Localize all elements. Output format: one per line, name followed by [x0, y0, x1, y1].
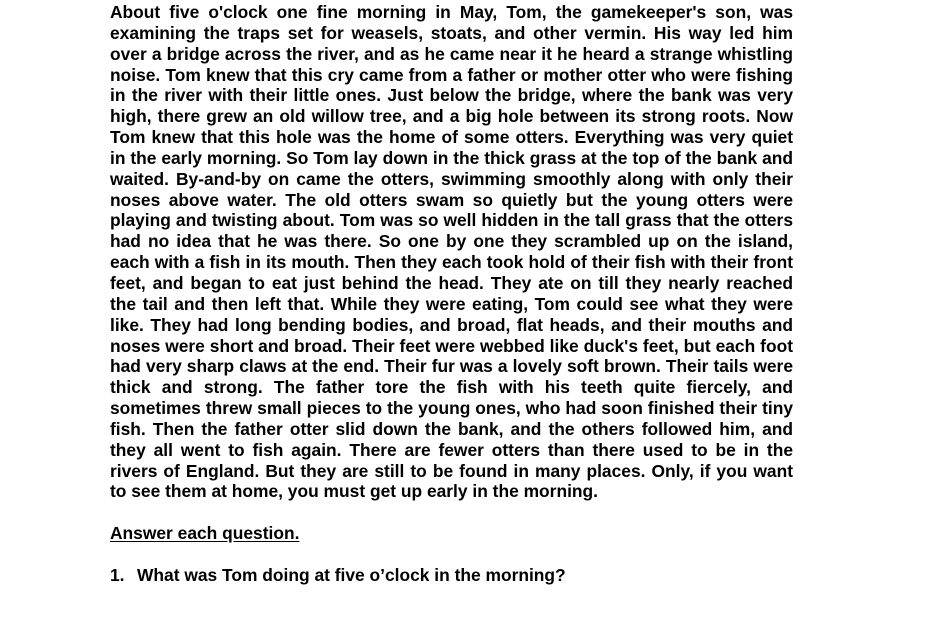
- document-page: [110, 2, 793, 586]
- reading-passage: About five o'clock one fine morning in May, Tom, the gamekeeper's son, was examining the traps set for weasels, stoats, and other vermin. His way led him over a bridge across the river, and as he came near it he heard a strange whistling noise. Tom knew that this cry came from a father or mother otter who were fishing in the river with their little ones. Just below the bridge, where the bank was very high, there grew an old willow tree, and a big hole between its strong roots. Now Tom knew that this hole was the home of some otters. Everything was very quiet in the early morning. So Tom lay down in the thick grass at the top of the bank and waited. By-and-by on came the otters, swimming smoothly along with only their noses above water. The old otters swam so quietly but the young otters were playing and twisting about. Tom was so well hidden in the tall grass that the otters had no idea that he was there. So one by one they scrambled up on the island, each with a fish in its mouth. Then they each took hold of their fish with their front feet, and began to eat just behind the head. They ate on till they nearly reached the tail and then left that. While they were eating, Tom could see what they were like. They had long bending bodies, and broad, flat heads, and their mouths and noses were short and broad. Their feet were webbed like duck's feet, but each foot had very sharp claws at the end. Their fur was a lovely soft brown. Their tails were thick and strong. The father tore the fish with his teeth quite fiercely, and sometimes threw small pieces to the young ones, who had soon finished their tiny fish. Then the father otter slid down the bank, and the others followed him, and they all went to fish again. There are fewer otters than there used to be in the rivers of England. But they are still to be found in many places. Only, if you want to see them at home, you must get up early in the morning.: [110, 2, 793, 502]
- instruction-heading: Answer each question.: [110, 523, 300, 544]
- question-number: 1.: [110, 565, 125, 586]
- question-text: What was Tom doing at five o’clock in the morning?: [137, 565, 566, 586]
- question-item: [110, 565, 793, 586]
